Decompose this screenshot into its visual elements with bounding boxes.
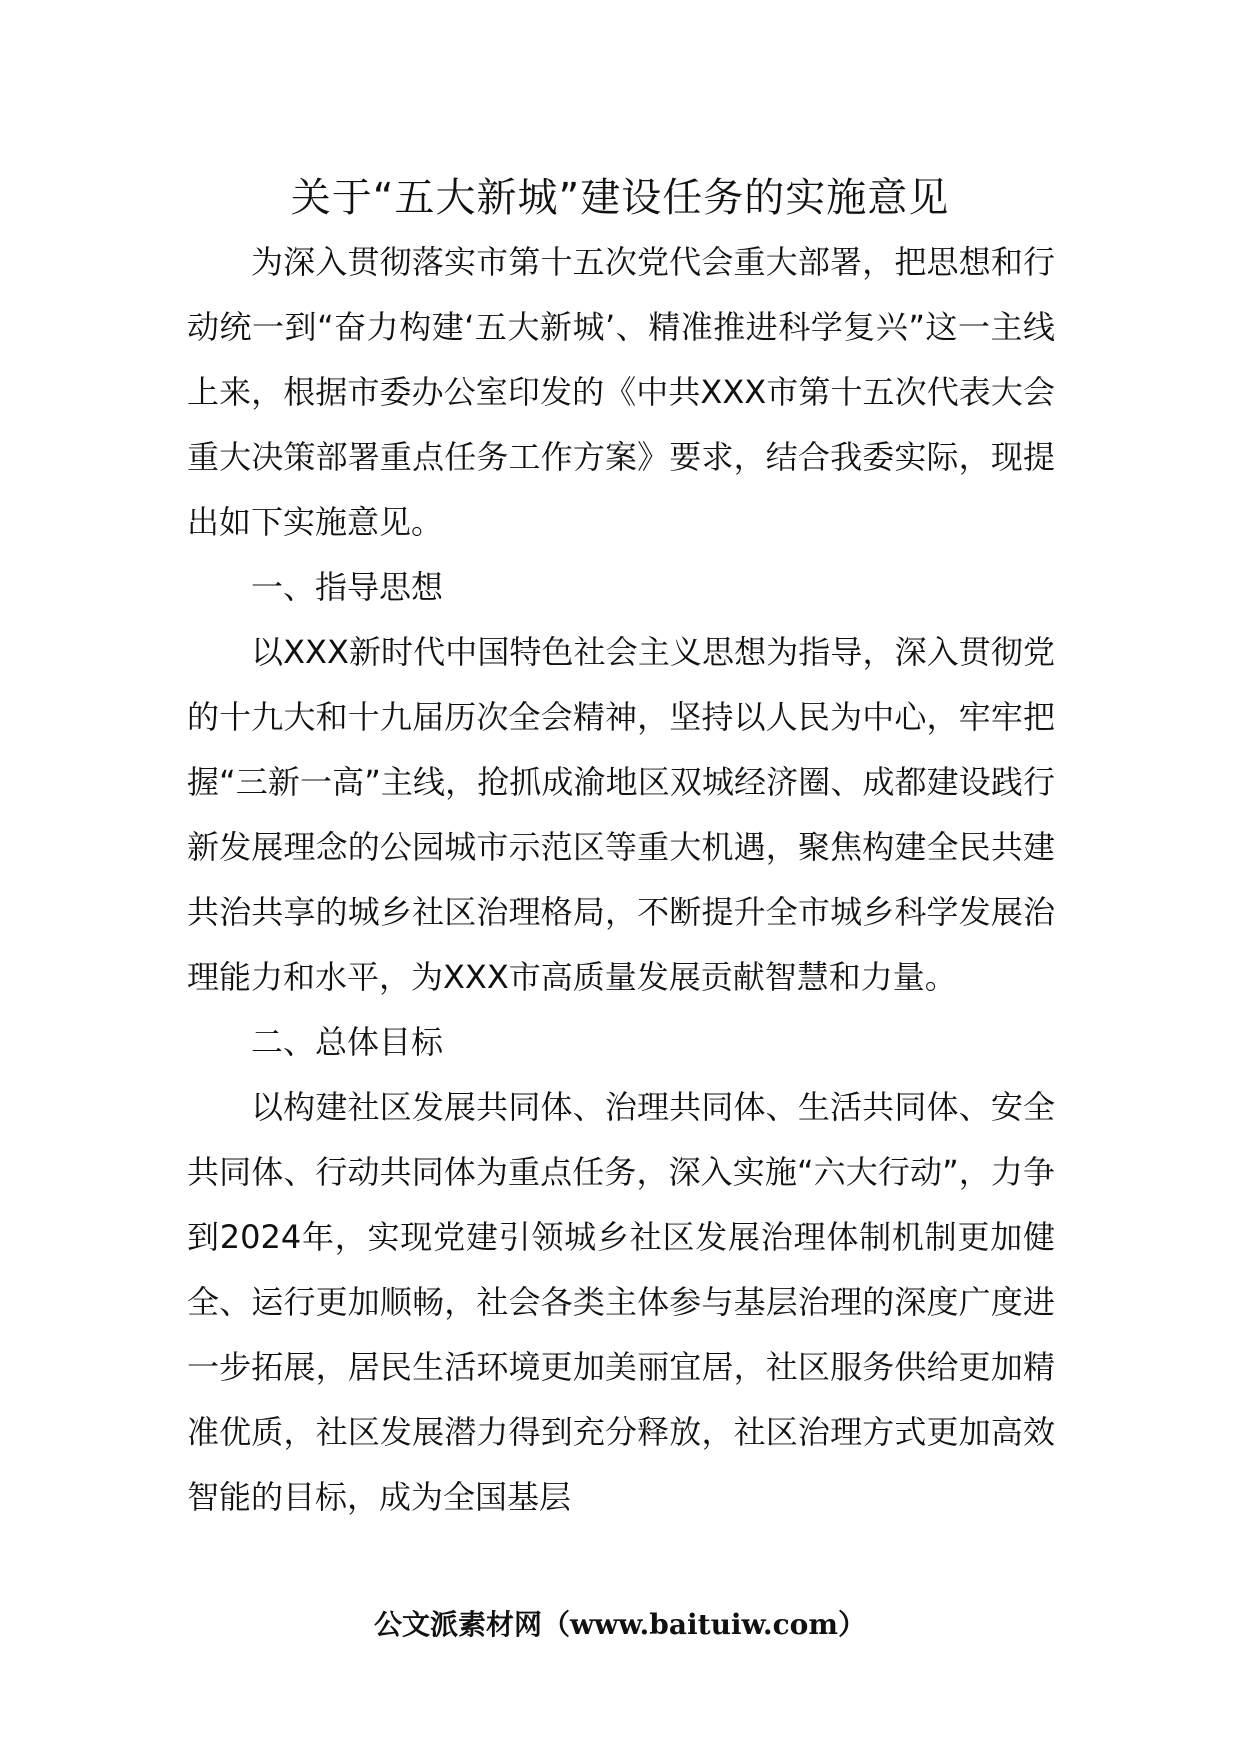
- intro-paragraph: 为深入贯彻落实市第十五次党代会重大部署，把思想和行动统一到“奋力构建‘五大新城’、精准推进科学复兴”这一主线上来，根据市委办公室印发的《中共XXX市第十五次代表大会重大决策部署重点任务工作方案》要求，结合我委实际，现提出如下实施意见。: [187, 243, 1055, 541]
- document-title: 关于“五大新城”建设任务的实施意见: [290, 175, 950, 221]
- section-body-guiding-ideology: 以XXX新时代中国特色社会主义思想为指导，深入贯彻党的十九大和十九届历次全会精神，坚持以人民为中心，牢牢把握“三新一高”主线，抢抓成渝地区双城经济圈、成都建设践行新发展理念的公园城市示范区等重大机遇，聚焦构建全民共建共治共享的城乡社区治理格局，不断提升全市城乡科学发展治理能力和水平，为XXX市高质量发展贡献智慧和力量。: [187, 633, 1055, 996]
- section-heading-overall-goals: 二、总体目标: [251, 1023, 444, 1061]
- section-heading-guiding-ideology: 一、指导思想: [251, 568, 444, 606]
- section-body-overall-goals: 以构建社区发展共同体、治理共同体、生活共同体、安全共同体、行动共同体为重点任务，深入实施“六大行动”，力争到2024年，实现党建引领城乡社区发展治理体制机制更加健全、运行更加顺畅，社会各类主体参与基层治理的深度广度进一步拓展，居民生活环境更加美丽宜居，社区服务供给更加精准优质，社区发展潜力得到充分释放，社区治理方式更加高效智能的目标，成为全国基层: [187, 1088, 1055, 1516]
- document-body: [187, 230, 1055, 1530]
- footer-watermark: 公文派素材网（www.baituiw.com）: [374, 1608, 866, 1641]
